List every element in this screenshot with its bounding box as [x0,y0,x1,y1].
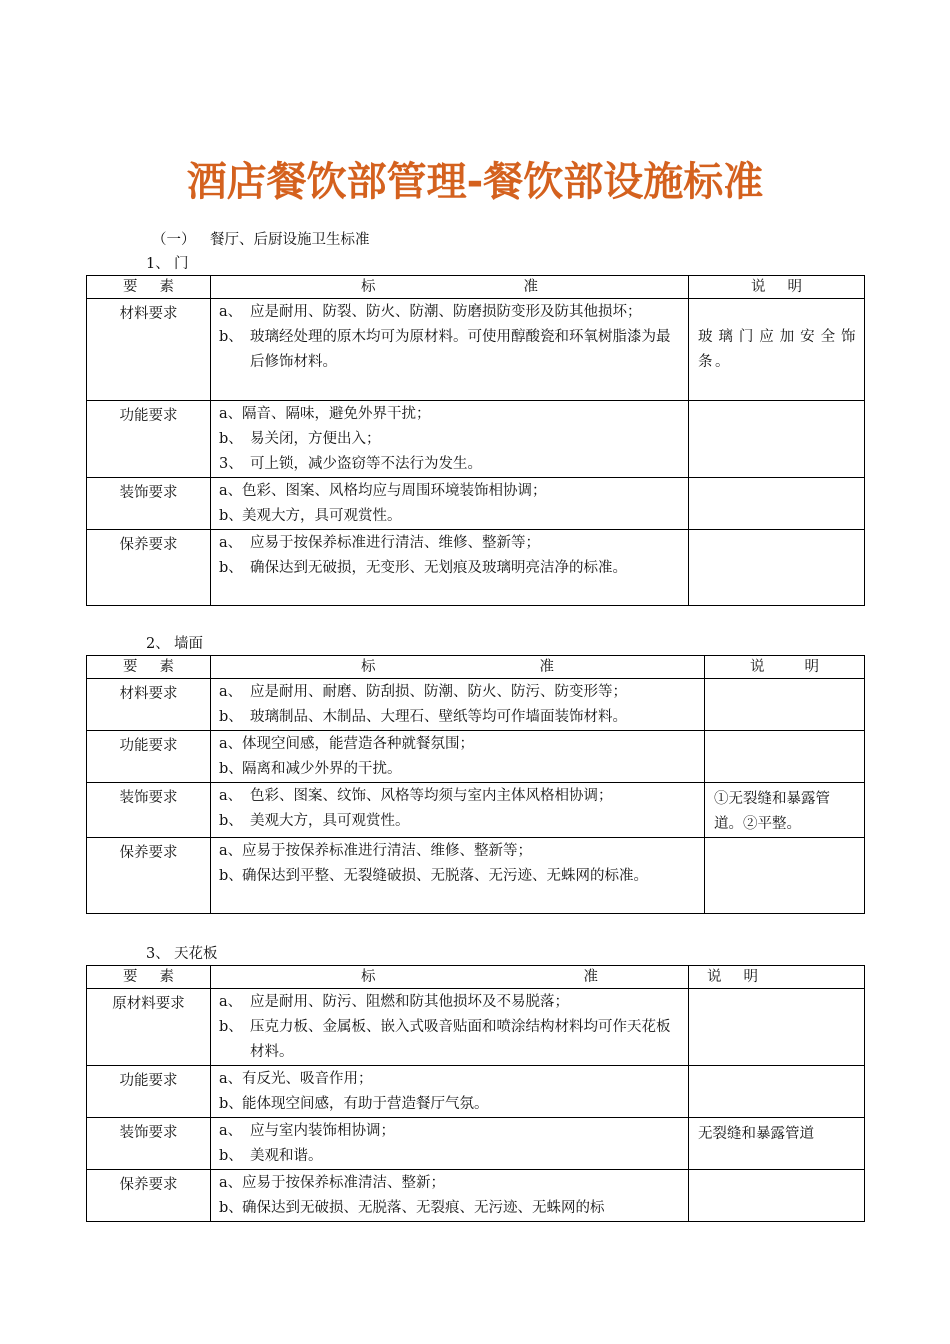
row-note [689,401,865,478]
row-note: 无裂缝和暴露管道 [689,1118,865,1170]
row-standard: a、 应是耐用、防污、阻燃和防其他损坏及不易脱落； b、 压克力板、金属板、嵌入式吸音贴面和喷涂结构材料均可作天花板材料。 [211,989,689,1066]
header-note: 说 明 [689,966,865,989]
row-note [705,731,865,783]
row-note [689,478,865,530]
table-row [87,989,865,1066]
row-element: 保养要求 [87,530,211,606]
row-element: 材料要求 [87,299,211,401]
table-row [87,1066,865,1118]
section-name: 天花板 [174,946,218,962]
section-heading [146,942,218,963]
row-element: 功能要求 [87,731,211,783]
row-standard: a、 应易于按保养标准进行清洁、维修、整新等； b、 确保达到无破损，无变形、无划痕及玻璃明亮洁净的标准。 [211,530,689,606]
row-standard: a、 色彩、图案、风格均应与周围环境装饰相协调； b、 美观大方，具可观赏性。 [211,478,689,530]
table-row [87,838,865,914]
row-standard: a、 隔音、隔味，避免外界干扰； b、 易关闭，方便出入； 3、 可上锁，减少盗窃等不法行为发生。 [211,401,689,478]
section-number: 2、 [146,636,170,652]
row-element: 保养要求 [87,1170,211,1222]
table-row [87,401,865,478]
row-note [705,838,865,914]
row-note: ①无裂缝和暴露管道。②平整。 [705,783,865,838]
row-standard: a、 应与室内装饰相协调； b、 美观和谐。 [211,1118,689,1170]
section-name: 墙面 [174,636,203,652]
table-row [87,530,865,606]
row-standard: a、 应易于按保养标准清洁、整新； b、 确保达到无破损、无脱落、无裂痕、无污迹、无蛛网的标 [211,1170,689,1222]
section-name: 门 [174,256,189,272]
section-heading [146,252,189,273]
row-note [705,679,865,731]
section-number: 3、 [146,946,170,962]
row-element: 功能要求 [87,401,211,478]
row-note [689,1170,865,1222]
row-standard: a、 色彩、图案、纹饰、风格等均须与室内主体风格相协调； b、 美观大方，具可观赏性。 [211,783,705,838]
row-standard: a、 应是耐用、防裂、防火、防潮、防磨损防变形及防其他损坏； b、 玻璃经处理的原木均可为原材料。可使用醇酸瓷和环氧树脂漆为最后修饰材料。 [211,299,689,401]
subheading [152,228,370,249]
subheading-index: （一） [152,232,196,248]
page-title: 酒店餐饮部管理-餐饮部设施标准 [186,159,764,205]
row-note [689,1066,865,1118]
header-element: 要 素 [87,656,211,679]
section-heading [146,632,203,653]
row-standard: a、 应易于按保养标准进行清洁、维修、整新等； b、 确保达到平整、无裂缝破损、无脱落、无污迹、无蛛网的标准。 [211,838,705,914]
wall-spec-table [86,655,865,914]
table-row [87,1118,865,1170]
table-row [87,731,865,783]
row-standard: a、 有反光、吸音作用； b、 能体现空间感，有助于营造餐厅气氛。 [211,1066,689,1118]
row-element: 原材料要求 [87,989,211,1066]
row-standard: a、 应是耐用、耐磨、防刮损、防潮、防火、防污、防变形等； b、 玻璃制品、木制品、大理石、壁纸等均可作墙面装饰材料。 [211,679,705,731]
header-note: 说 明 [705,656,865,679]
ceiling-spec-table [86,965,865,1222]
row-element: 功能要求 [87,1066,211,1118]
table-row [87,478,865,530]
header-standard: 标 准 [211,966,689,989]
table-row [87,299,865,401]
header-note: 说 明 [689,276,865,299]
row-note: 玻璃门应加安全饰条。 [689,299,865,401]
table-header-row [87,966,865,989]
row-element: 装饰要求 [87,783,211,838]
row-element: 装饰要求 [87,478,211,530]
row-note [689,989,865,1066]
header-element: 要 素 [87,966,211,989]
table-row [87,679,865,731]
header-standard: 标 准 [211,276,689,299]
row-element: 保养要求 [87,838,211,914]
table-header-row [87,656,865,679]
table-header-row [87,276,865,299]
header-standard: 标 准 [211,656,705,679]
table-row [87,1170,865,1222]
header-element: 要 素 [87,276,211,299]
row-element: 装饰要求 [87,1118,211,1170]
row-note [689,530,865,606]
section-number: 1、 [146,256,170,272]
table-row [87,783,865,838]
door-spec-table [86,275,865,606]
row-element: 材料要求 [87,679,211,731]
row-standard: a、 体现空间感，能营造各种就餐氛围； b、 隔离和减少外界的干扰。 [211,731,705,783]
subheading-text: 餐厅、后厨设施卫生标准 [210,232,370,248]
